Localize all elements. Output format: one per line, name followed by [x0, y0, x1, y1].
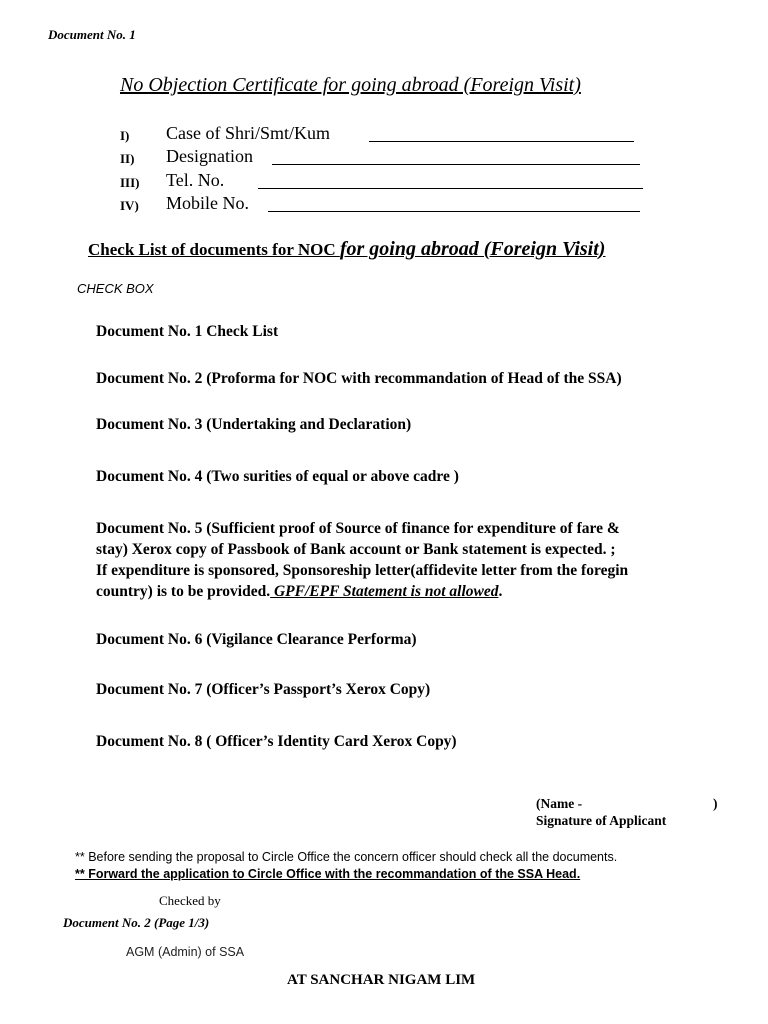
- checklist-item-7: Document No. 7 (Officer’s Passport’s Xerox Copy): [96, 681, 431, 698]
- checklist-title-plain: Check List of documents for NOC: [88, 240, 340, 259]
- item5-line2: stay) Xerox copy of Passbook of Bank account or Bank statement is expected. ;: [96, 541, 616, 558]
- item5-line4: country) is to be provided.: [96, 583, 271, 600]
- checked-by-label: Checked by: [159, 893, 221, 908]
- checklist-item-4: Document No. 4 (Two surities of equal or above cadre ): [96, 468, 459, 485]
- checklist-title-italic: for going abroad (Foreign Visit): [339, 238, 606, 260]
- designation-input-line[interactable]: [272, 164, 640, 165]
- item5-line4-end: .: [498, 583, 503, 600]
- next-document-label: Document No. 2 (Page 1/3): [63, 915, 210, 930]
- document-number-label: Document No. 1: [48, 27, 136, 42]
- page-title: No Objection Certificate for going abroad (Foreign Visit): [120, 74, 581, 96]
- bottom-heading: AT SANCHAR NIGAM LIM: [287, 972, 476, 988]
- checklist-title: [88, 238, 605, 261]
- name-input-line[interactable]: [369, 141, 634, 142]
- field-label-mobile: Mobile No.: [166, 193, 249, 213]
- item5-line3: If expenditure is sponsored, Sponsoreship letter(affidevite letter from the foregin: [96, 562, 629, 579]
- note-check-documents: ** Before sending the proposal to Circle Office the concern officer should check all the documents.: [75, 850, 618, 864]
- checklist-item-5: [96, 518, 736, 602]
- checklist-item-8: Document No. 8 ( Officer’s Identity Card Xerox Copy): [96, 733, 457, 750]
- field-label-name: Case of Shri/Smt/Kum: [166, 123, 331, 143]
- checklist-item-6: Document No. 6 (Vigilance Clearance Performa): [96, 631, 417, 648]
- signature-of-applicant: Signature of Applicant: [536, 813, 667, 828]
- tel-input-line[interactable]: [258, 188, 643, 189]
- field-number: II): [120, 151, 135, 166]
- check-box-label: CHECK BOX: [77, 281, 154, 296]
- mobile-input-line[interactable]: [268, 211, 640, 212]
- field-label-tel: Tel. No.: [166, 170, 225, 190]
- checklist-item-2: Document No. 2 (Proforma for NOC with recommandation of Head of the SSA): [96, 370, 622, 387]
- checklist-item-1: Document No. 1 Check List: [96, 323, 279, 340]
- name-open: (Name -: [536, 796, 583, 811]
- checklist-item-3: Document No. 3 (Undertaking and Declaration): [96, 416, 412, 433]
- field-label-designation: Designation: [166, 146, 253, 166]
- field-number: IV): [120, 198, 139, 213]
- gpf-epf-warning: GPF/EPF Statement is not allowed: [270, 583, 499, 600]
- item5-line1: Document No. 5 (Sufficient proof of Source of finance for expenditure of fare &: [96, 520, 620, 537]
- field-number: III): [120, 175, 140, 190]
- field-number: I): [120, 128, 130, 143]
- name-close: ): [713, 796, 718, 811]
- agm-label: AGM (Admin) of SSA: [126, 945, 245, 959]
- note-forward-application: ** Forward the application to Circle Office with the recommandation of the SSA Head.: [75, 867, 581, 881]
